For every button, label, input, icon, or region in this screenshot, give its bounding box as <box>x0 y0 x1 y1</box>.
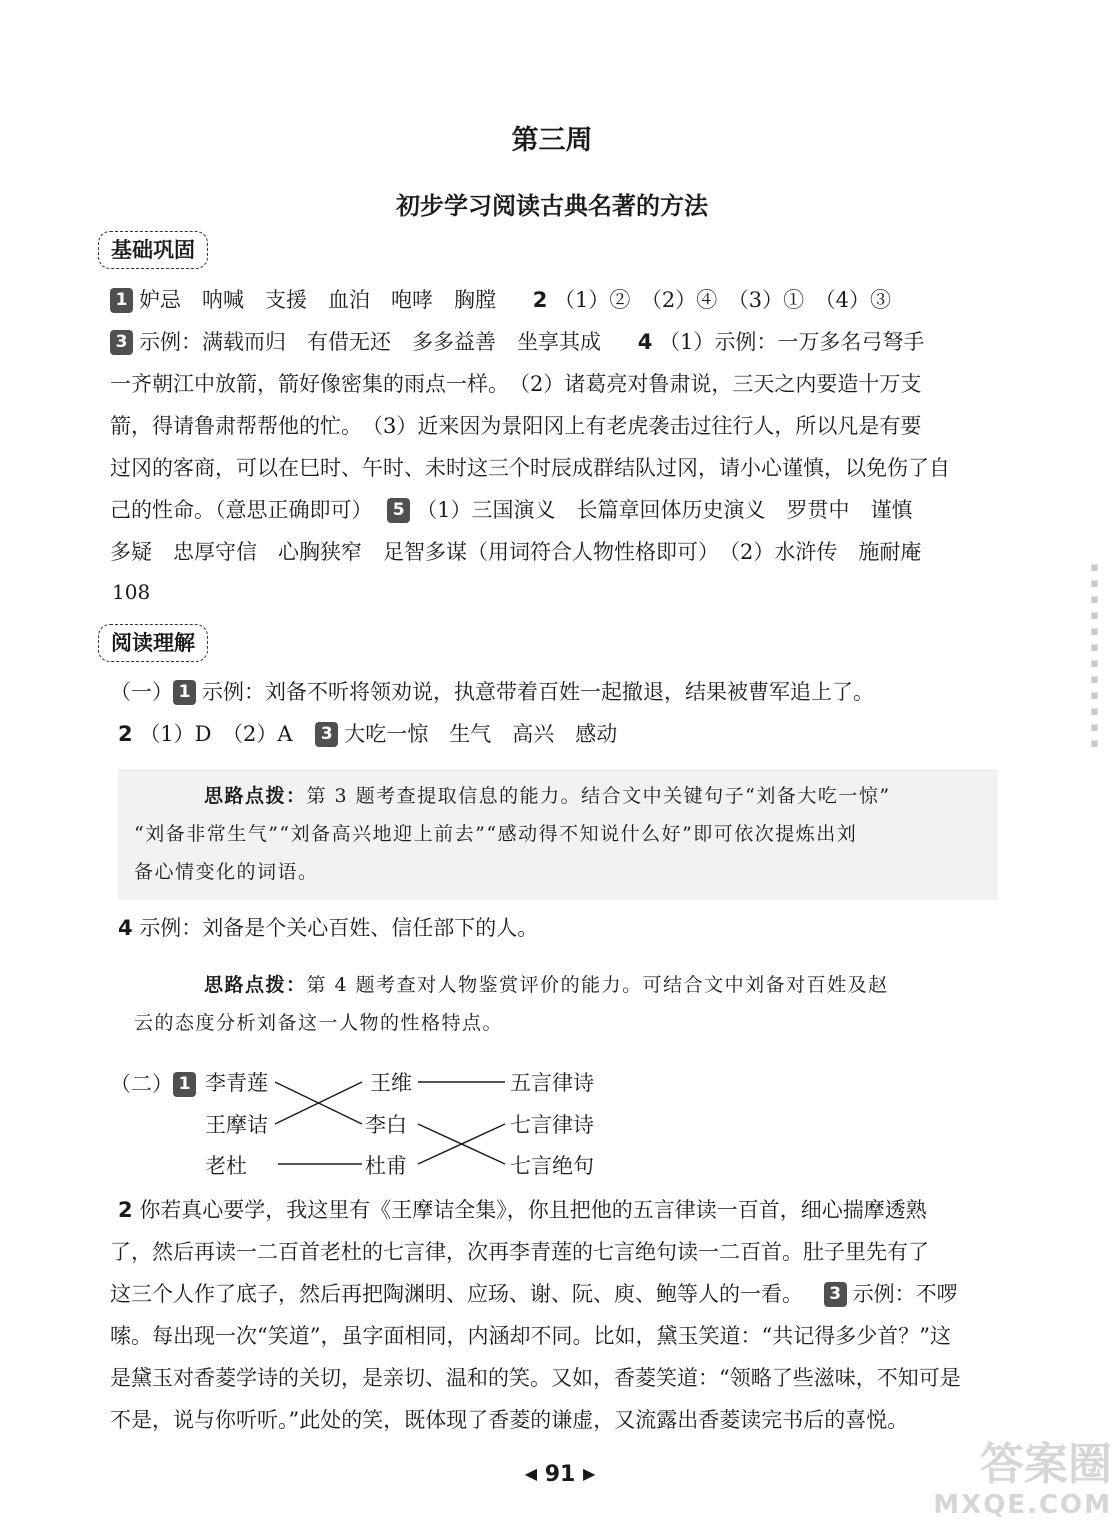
match-right-item: 七言律诗 <box>510 1113 594 1137</box>
hint-line: 云的态度分析刘备这一人物的性格特点。 <box>134 1012 504 1034</box>
answer-line <box>118 718 617 750</box>
answer-line <box>110 494 913 526</box>
answer-line: 多疑 忠厚守信 心胸狭窄 足智多谋（用词符合人物性格即可） （2）水浒传 施耐庵 <box>110 540 922 564</box>
answer-text: 你若真心要学，我这里有《王摩诘全集》，你且把他的五言律读一百首，细心揣摩透熟 <box>139 1198 927 1222</box>
match-right-item: 七言绝句 <box>510 1154 594 1178</box>
question-badge: 1 <box>173 1072 196 1097</box>
triangle-right-icon: ▶ <box>582 1464 596 1483</box>
answer-text: 示例：刘备不听将领劝说，执意带着百姓一起撤退，结果被曹军追上了。 <box>202 680 874 704</box>
match-right-item: 五言律诗 <box>510 1071 594 1095</box>
watermark <box>922 1440 1112 1530</box>
part-prefix: （二） <box>110 1072 173 1096</box>
hint-text: 第 3 题考查提取信息的能力。结合文中关键句子“刘备大吃一惊” <box>306 785 891 807</box>
answer-line: 是黛玉对香菱学诗的关切，是亲切、温和的笑。又如，香菱笑道：“领略了些滋味，不知可是 <box>110 1366 961 1390</box>
answer-text: 示例：满载而归 有借无还 多多益善 坐享其成 <box>139 330 601 354</box>
answer-line: 了，然后再读一二百首老杜的七言律，次再李青莲的七言绝句读一二百首。肚子里先有了 <box>110 1240 929 1264</box>
match-line <box>418 1124 505 1164</box>
answer-line: 箭，得请鲁肃帮帮他的忙。 （3）近来因为景阳冈上有老虎袭击过往行人，所以凡是有要 <box>110 414 922 438</box>
answer-line <box>110 326 924 358</box>
question-badge: 3 <box>315 722 338 747</box>
hint-line: 备心情变化的词语。 <box>134 861 319 883</box>
match-left-item: 老杜 <box>205 1154 247 1178</box>
answer-line <box>118 912 538 944</box>
question-number: 4 <box>118 916 133 940</box>
match-middle-item: 王维 <box>370 1071 412 1095</box>
answer-line: 不是，说与你听听。”此处的笑，既体现了香菱的谦虚，又流露出香菱读完书后的喜悦。 <box>110 1408 909 1432</box>
match-line <box>275 1082 362 1124</box>
answer-line <box>110 676 874 708</box>
answer-line <box>118 1194 927 1226</box>
answer-text: 这三个人作了底子，然后再把陶渊明、应玚、谢、阮、庾、鲍等人的一看。 <box>110 1282 803 1306</box>
section-label-reading: 阅读理解 <box>98 624 208 662</box>
section-label-basics: 基础巩固 <box>98 231 208 269</box>
match-line <box>418 1124 505 1164</box>
answer-text: 示例：不啰 <box>852 1282 958 1306</box>
hint-text: 第 4 题考查对人物鉴赏评价的能力。可结合文中刘备对百姓及赵 <box>306 974 889 996</box>
question-number: 2 <box>118 1198 133 1222</box>
answer-text: （1）示例：一万多名弓弩手 <box>659 330 925 354</box>
hint-box <box>118 960 998 1054</box>
watermark-url: MXQE.COM <box>933 1490 1112 1520</box>
question-badge: 5 <box>387 498 410 523</box>
question-badge: 3 <box>824 1282 847 1307</box>
question-number: 2 <box>532 288 548 312</box>
hint-label: 思路点拨： <box>204 785 307 807</box>
side-margin-mark: ▪▪▪▪▪▪▪▪▪▪▪▪ <box>1087 560 1102 752</box>
answer-text: 己的性命。（意思正确即可） <box>110 498 373 522</box>
question-badge: 1 <box>110 288 133 313</box>
part-prefix: （一） <box>110 680 173 704</box>
hint-line: “刘备非常生气”“刘备高兴地迎上前去”“感动得不知说什么好”即可依次提炼出刘 <box>134 823 858 845</box>
question-number: 2 <box>118 722 133 746</box>
hint-line <box>134 777 982 815</box>
answer-line: 108 <box>112 580 151 604</box>
match-left-item: 王摩诘 <box>205 1113 268 1137</box>
answer-text: （1）② （2）④ （3）① （4）③ <box>554 288 891 312</box>
match-middle-item: 李白 <box>365 1113 407 1137</box>
answer-text: （1）D （2）A <box>139 722 293 746</box>
hint-label: 思路点拨： <box>204 974 307 996</box>
answer-text: （1）三国演义 长篇章回体历史演义 罗贯中 谨慎 <box>416 498 913 522</box>
question-badge: 3 <box>110 330 133 355</box>
answer-text: 妒忌 呐喊 支援 血泊 咆哮 胸膛 <box>139 288 496 312</box>
answer-line <box>110 1278 958 1310</box>
hint-box <box>118 770 998 900</box>
answer-line: 嗦。每出现一次“笑道”，虽字面相同，内涵却不同。比如，黛玉笑道：“共记得多少首？”这 <box>110 1324 951 1348</box>
match-middle-item: 杜甫 <box>365 1154 407 1178</box>
match-left-item: 李青莲 <box>205 1071 268 1095</box>
question-number: 4 <box>637 330 653 354</box>
answer-text: 示例：刘备是个关心百姓、信任部下的人。 <box>139 916 539 940</box>
question-badge: 1 <box>173 680 196 705</box>
answer-line: 一齐朝江中放箭，箭好像密集的雨点一样。 （2）诸葛亮对鲁肃说，三天之内要造十万支 <box>110 372 922 396</box>
week-title: 第三周 <box>511 125 593 156</box>
page-subtitle: 初步学习阅读古典名著的方法 <box>396 191 708 220</box>
triangle-left-icon: ◀ <box>524 1464 538 1483</box>
answer-line <box>110 1068 202 1100</box>
answer-line: 过冈的客商，可以在巳时、午时、未时这三个时辰成群结队过冈，请小心谨慎，以免伤了自 <box>110 456 950 480</box>
answer-text: 大吃一惊 生气 高兴 感动 <box>344 722 618 746</box>
page-number: 91 <box>544 1462 576 1487</box>
match-line <box>275 1082 362 1124</box>
hint-line <box>134 966 982 1004</box>
answer-line <box>110 284 891 316</box>
watermark-logo-text: 答案圈 <box>980 1439 1112 1490</box>
